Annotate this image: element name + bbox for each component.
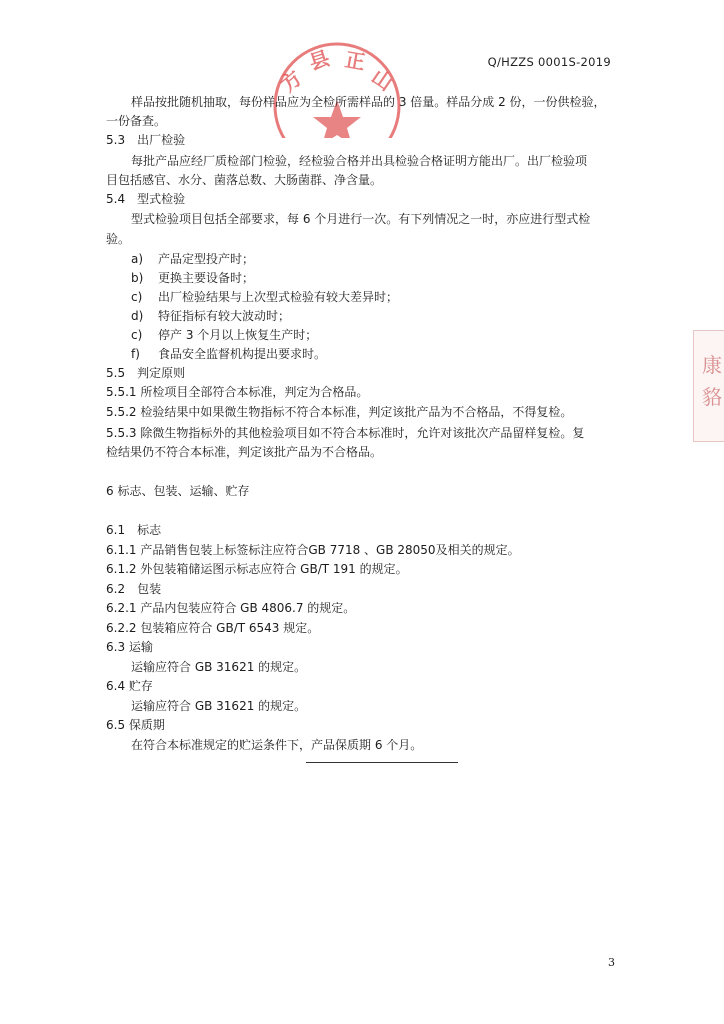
list-marker: c) <box>131 290 143 304</box>
section-heading: 6.4 贮存 <box>106 679 153 693</box>
body-text-line: 运输应符合 GB 31621 的规定。 <box>131 660 307 674</box>
page-number: 3 <box>608 956 615 969</box>
list-item <box>131 288 398 306</box>
section-heading: 6.5 保质期 <box>106 718 165 732</box>
list-text: 更换主要设备时； <box>158 271 255 285</box>
body-text-line: 每批产品应经厂质检部门检验，经检验合格并出具检验合格证明方能出厂。出厂检验项 <box>131 154 588 168</box>
list-item <box>131 269 254 287</box>
section-heading: 6.2 包装 <box>106 582 162 596</box>
svg-text:正: 正 <box>343 47 367 75</box>
section-heading: 5.3 出厂检验 <box>106 133 186 147</box>
section-heading: 6.3 运输 <box>106 640 153 654</box>
list-marker: a) <box>131 252 144 266</box>
list-item <box>131 326 317 344</box>
list-item <box>131 345 326 363</box>
section-heading: 5.5 判定原则 <box>106 366 186 380</box>
svg-text:山: 山 <box>367 64 398 96</box>
body-text-line: 6.1.2 外包装箱储运图示标志应符合 GB/T 191 的规定。 <box>106 562 408 576</box>
edge-seal-mark <box>693 330 724 442</box>
list-marker: c) <box>131 328 143 342</box>
body-text-line: 运输应符合 GB 31621 的规定。 <box>131 699 307 713</box>
body-text-line: 样品按批随机抽取，每份样品应为全检所需样品的 3 倍量。样品分成 2 份，一份供检验， <box>131 95 606 109</box>
body-text-line: 6.2.2 包装箱应符合 GB/T 6543 规定。 <box>106 621 320 635</box>
edge-seal-char: 康 <box>702 353 722 377</box>
end-rule <box>306 762 458 763</box>
body-text-line: 型式检验项目包括全部要求，每 6 个月进行一次。有下列情况之一时，亦应进行型式检 <box>131 212 591 226</box>
list-text: 食品安全监督机构提出要求时。 <box>158 347 327 361</box>
body-text-line: 在符合本标准规定的贮运条件下，产品保质期 6 个月。 <box>131 738 423 752</box>
body-text-line: 6.2.1 产品内包装应符合 GB 4806.7 的规定。 <box>106 601 356 615</box>
body-text-line: 目包括感官、水分、菌落总数、大肠菌群、净含量。 <box>106 173 383 187</box>
body-text-line: 6.1.1 产品销售包装上标签标注应符合GB 7718 、GB 28050及相关的规定。 <box>106 543 520 557</box>
chapter-heading: 6 标志、包装、运输、贮存 <box>106 484 250 498</box>
list-text: 停产 3 个月以上恢复生产时； <box>158 328 318 342</box>
svg-text:县: 县 <box>306 45 333 75</box>
body-text-line: 5.5.2 检验结果中如果微生物指标不符合本标准，判定该批产品为不合格品，不得复检。 <box>106 405 573 419</box>
body-text-line: 检结果仍不符合本标准，判定该批产品为不合格品。 <box>106 445 383 459</box>
body-text-line: 验。 <box>106 232 131 246</box>
list-item <box>131 307 290 325</box>
standard-code: Q/HZZS 0001S-2019 <box>487 55 611 69</box>
official-seal-stamp <box>272 28 402 138</box>
list-marker: b) <box>131 271 144 285</box>
list-item <box>131 250 254 268</box>
edge-seal-char: 貉 <box>702 385 722 409</box>
list-text: 出厂检验结果与上次型式检验有较大差异时； <box>158 290 399 304</box>
list-marker: d) <box>131 309 144 323</box>
list-marker: f) <box>131 347 140 361</box>
list-text: 产品定型投产时； <box>158 252 255 266</box>
body-text-line: 5.5.1 所检项目全部符合本标准，判定为合格品。 <box>106 385 369 399</box>
body-text-line: 5.5.3 除微生物指标外的其他检验项目如不符合本标准时，允许对该批次产品留样复检。复 <box>106 426 585 440</box>
list-text: 特征指标有较大波动时； <box>158 309 291 323</box>
section-heading: 5.4 型式检验 <box>106 192 186 206</box>
body-text-line: 一份备查。 <box>106 114 167 128</box>
section-heading: 6.1 标志 <box>106 523 162 537</box>
svg-text:方: 方 <box>275 65 307 97</box>
